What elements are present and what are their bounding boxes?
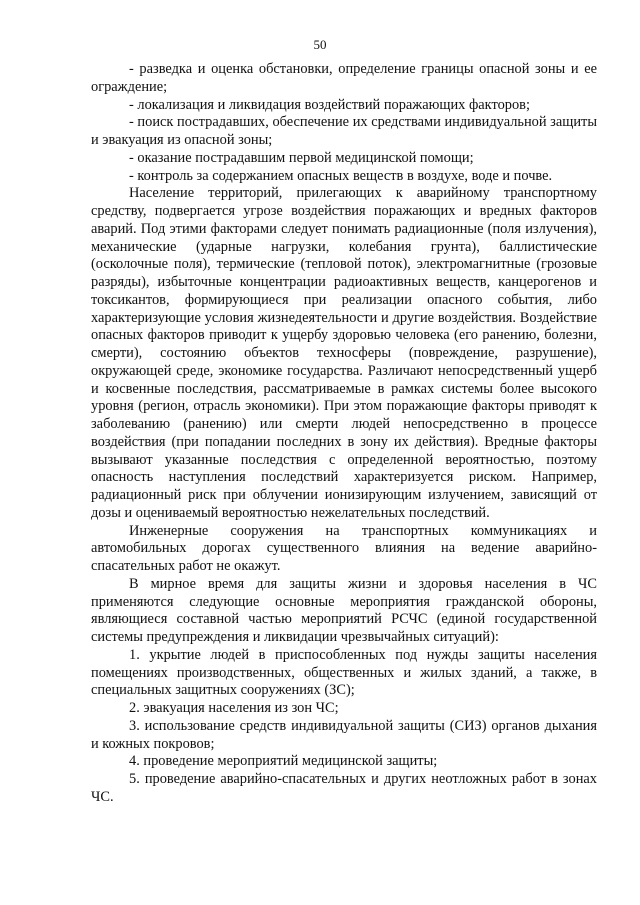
- list-item-monitoring: - контроль за содержанием опасных веществ в воздухе, воде и почве.: [129, 167, 553, 184]
- numbered-item-ppe: 3. использование средств индивидуальной защиты (СИЗ) органов дыхания и кожных покровов;: [91, 717, 597, 752]
- numbered-item-rescue-works: 5. проведение аварийно-спасательных и других неотложных работ в зонах ЧС.: [91, 771, 597, 805]
- numbered-item-medical-protection: 4. проведение мероприятий медицинской защиты;: [129, 753, 438, 770]
- list-item-localization: - локализация и ликвидация воздействий поражающих факторов;: [129, 96, 530, 113]
- list-item-reconnaissance: - разведка и оценка обстановки, определение границы опасной зоны и ее ограждение;: [91, 61, 597, 95]
- body-text: [91, 61, 597, 807]
- list-item-search-evacuation: - поиск пострадавших, обеспечение их средствами индивидуальной защиты и эвакуация из опасной зоны;: [91, 114, 597, 148]
- list-item-first-aid: - оказание пострадавшим первой медицинской помощи;: [129, 149, 474, 166]
- numbered-item-shelter: 1. укрытие людей в приспособленных под нужды защиты населения помещениях производственных, общественных и жилых зданий, а также, в специальных защитных сооружениях (ЗС);: [91, 646, 597, 699]
- paragraph-hazard-factors: Население территорий, прилегающих к аварийному транспортному средству, подвергается угрозе воздействия поражающих и вредных факторов аварий. Под этими факторами следует понимать радиационные (поля излучения), механические (ударные нагрузки, колебания грунта), баллистические (осколочные поля), термические (тепловой поток), электромагнитные (грозовые разряды), избыточные концентрации радиоактивных веществ, канцерогенов и токсикантов, формирующиеся при реализации опасного события, либо характеризующие условия жизнедеятельности и другие воздействия. Воздействие опасных факторов приводит к ущербу здоровью человека (его ранению, болезни, смерти), состоянию объектов техносферы (повреждение, разрушение), окружающей среде, экономике государства. Различают непосредственный ущерб и косвенные последствия, рассматриваемые в рамках системы более высокого уровня (регион, отрасль экономики). При этом поражающие факторы приводят к заболеванию (ранению) или смерти людей непосредственно в процессе воздействия (при попадании последних в зону их действия). Вредные факторы вызывают указанные последствия с определенной вероятностью, поэтому опасность наступления последствий характеризуется риском. Например, радиационный риск при облучении ионизирующим излучением, зависящий от дозы и оцениваемый вероятностью нежелательных последствий.: [91, 185, 597, 521]
- paragraph-engineering-structures: Инженерные сооружения на транспортных коммуникациях и автомобильных дорогах существенного влияния на ведение аварийно-спасательных работ не окажут.: [91, 522, 597, 574]
- numbered-item-evacuation: 2. эвакуация населения из зон ЧС;: [129, 700, 339, 716]
- page-number: 50: [313, 37, 327, 52]
- paragraph-civil-defense-measures: В мирное время для защиты жизни и здоровья населения в ЧС применяются следующие основные мероприятия гражданской обороны, являющиеся составной частью мероприятий РСЧС (единой государственной системы предупреждения и ликвидации чрезвычайных ситуаций):: [91, 575, 597, 645]
